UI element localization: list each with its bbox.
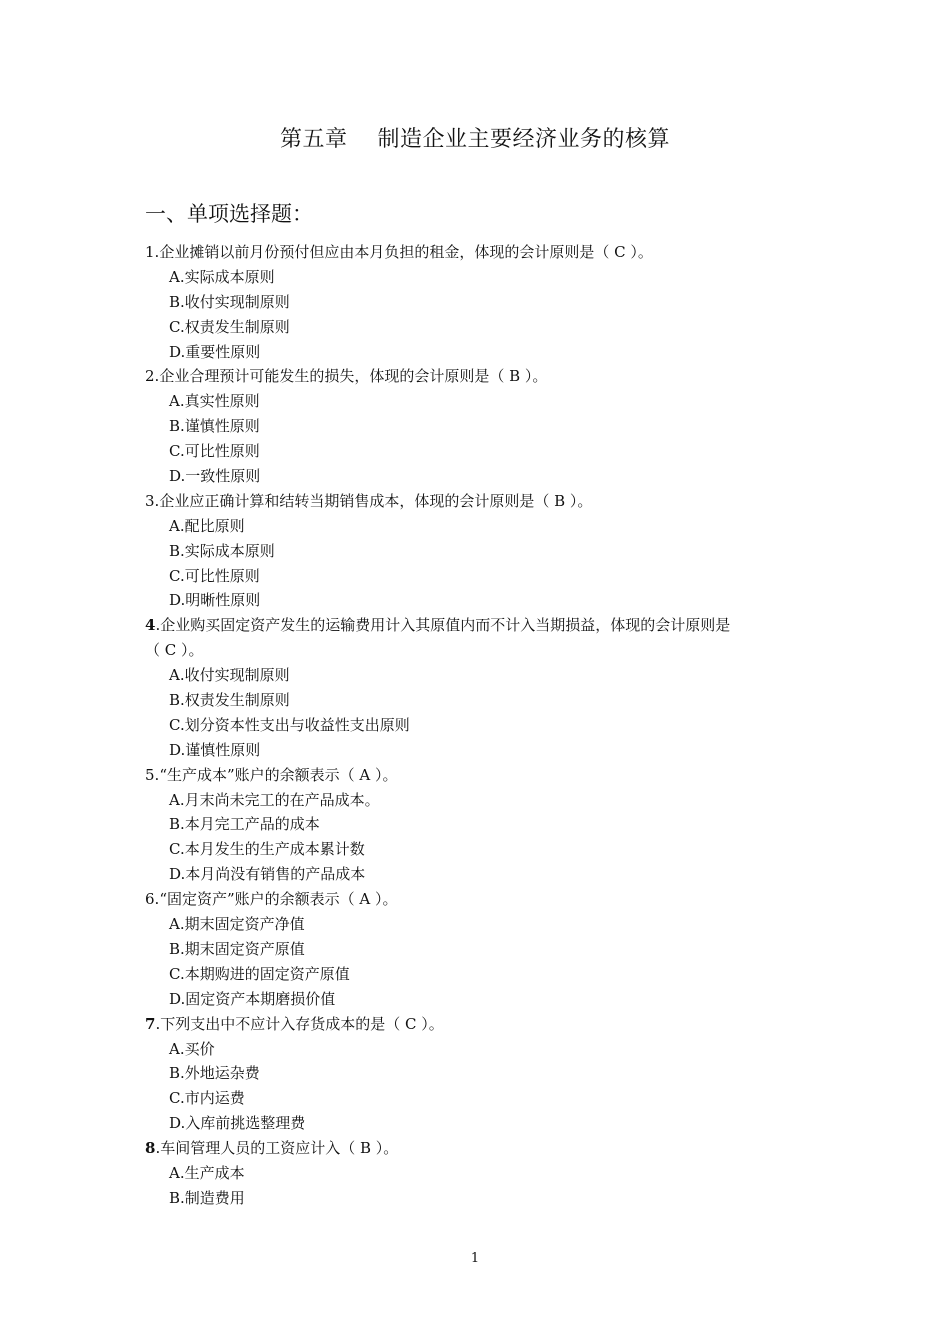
answer-option: A.收付实现制原则	[169, 666, 290, 685]
answer-option: B.外地运杂费	[169, 1064, 260, 1083]
chapter-title: 第五章 制造企业主要经济业务的核算	[280, 127, 670, 152]
answer-option: A.配比原则	[169, 516, 245, 535]
question-number: 7	[145, 1014, 156, 1033]
answer-option: C.划分资本性支出与收益性支出原则	[169, 715, 410, 734]
answer-option: A.生产成本	[169, 1163, 245, 1182]
question-number: 6	[145, 890, 155, 909]
question-number: 1	[145, 243, 155, 261]
question-text: .车间管理人员的工资应计入（ B ）。	[155, 1139, 399, 1158]
question-stem	[145, 613, 820, 638]
question-number: 4	[145, 616, 156, 635]
question-text: .“生产成本”账户的余额表示（ A ）。	[154, 765, 398, 784]
answer-option: D.本月尚没有销售的产品成本	[169, 865, 366, 884]
question-number: 5	[145, 765, 155, 784]
question-text: .企业合理预计可能发生的损失，体现的会计原则是（ B ）。	[154, 367, 548, 386]
question-text: .企业摊销以前月份预付但应由本月负担的租金，体现的会计原则是（ C ）。	[154, 243, 653, 261]
answer-option: D.一致性原则	[169, 467, 261, 486]
answer-option: D.谨慎性原则	[169, 740, 261, 759]
answer-option: B.权责发生制原则	[169, 691, 290, 710]
answer-option: B.制造费用	[169, 1188, 245, 1207]
answer-option: D.明晰性原则	[169, 591, 261, 610]
answer-option: B.期末固定资产原值	[169, 939, 305, 958]
answer-option: B.收付实现制原则	[169, 292, 290, 311]
answer-option: C.权责发生制原则	[169, 317, 290, 336]
question-text-continued: （ C ）。	[145, 641, 204, 660]
answer-option: D.重要性原则	[169, 342, 261, 361]
page-number: 1	[470, 1251, 480, 1266]
question-stem	[145, 763, 820, 788]
question-text: .企业应正确计算和结转当期销售成本，体现的会计原则是（ B ）。	[154, 491, 593, 510]
answer-option: A.期末固定资产净值	[169, 915, 305, 934]
answer-option: C.本月发生的生产成本累计数	[169, 840, 365, 859]
answer-option: A.月末尚未完工的在产品成本。	[169, 790, 380, 809]
question-stem	[145, 240, 820, 265]
answer-option: C.可比性原则	[169, 566, 260, 585]
question-number: 2	[145, 367, 155, 386]
question-stem	[145, 887, 820, 912]
question-list	[145, 240, 820, 1211]
answer-option: A.买价	[169, 1039, 215, 1058]
question-text: .企业购买固定资产发生的运输费用计入其原值内而不计入当期损益，体现的会计原则是	[155, 616, 731, 635]
section-title: 一、单项选择题：	[145, 202, 313, 226]
answer-option: C.本期购进的固定资产原值	[169, 964, 350, 983]
answer-option: C.市内运费	[169, 1089, 245, 1108]
question-number: 8	[145, 1139, 156, 1158]
answer-option: B.谨慎性原则	[169, 417, 260, 436]
question-number: 3	[145, 491, 155, 510]
answer-option: A.真实性原则	[169, 392, 260, 411]
answer-option: D.入库前挑选整理费	[169, 1114, 306, 1133]
question-stem	[145, 489, 820, 514]
answer-option: B.本月完工产品的成本	[169, 815, 320, 834]
question-text: .“固定资产”账户的余额表示（ A ）。	[154, 890, 398, 909]
answer-option: A.实际成本原则	[169, 267, 275, 286]
question-stem	[145, 364, 820, 389]
answer-option: C.可比性原则	[169, 442, 260, 461]
answer-option: D.固定资产本期磨损价值	[169, 989, 336, 1008]
answer-option: B.实际成本原则	[169, 541, 275, 560]
question-stem	[145, 1136, 820, 1161]
question-stem	[145, 1012, 820, 1037]
question-text: .下列支出中不应计入存货成本的是（ C ）。	[155, 1014, 444, 1033]
